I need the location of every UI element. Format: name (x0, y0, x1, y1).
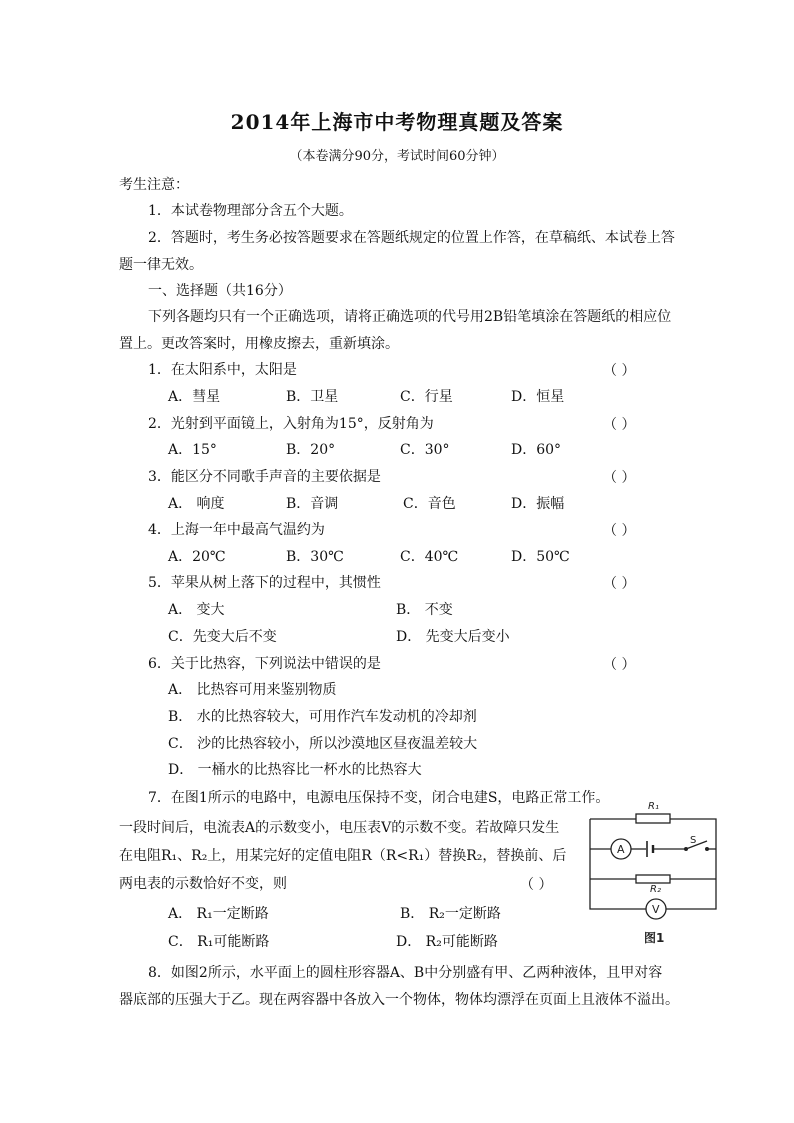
figure1-caption: 图1 (644, 931, 665, 945)
q6-option-a: A． 比热容可用来鉴别物质 (168, 682, 337, 698)
q1-option-a: A．彗星 (168, 389, 221, 405)
figure1-r1-label: R₁ (648, 801, 659, 812)
q5-option-d: D． 先变大后变小 (396, 629, 510, 645)
q1-option-c: C．行星 (400, 389, 453, 405)
q4-stem: 4．上海一年中最高气温约为 (148, 522, 325, 538)
q5-option-b: B． 不变 (396, 602, 453, 618)
q5-option-c: C．先变大后不变 (168, 629, 277, 645)
figure1-switch-label: S (690, 835, 697, 846)
q4-option-a: A．20℃ (168, 549, 226, 565)
q7-option-d: D． R₂可能断路 (396, 934, 498, 950)
q7-stem-line1: 7．在图1所示的电路中，电源电压保持不变，闭合电建S，电路正常工作。 (148, 790, 610, 806)
q8-stem-line1: 8．如图2所示，水平面上的圆柱形容器A、B中分别盛有甲、乙两种液体，且甲对容 (148, 965, 663, 981)
notice-item-1: 1．本试卷物理部分含五个大题。 (148, 203, 353, 219)
q5-answer-paren: （ ） (603, 576, 636, 592)
notice-heading: 考生注意： (119, 177, 189, 193)
q6-stem: 6．关于比热容，下列说法中错误的是 (148, 656, 381, 672)
q8-stem-line2: 器底部的压强大于乙。现在两容器中各放入一个物体，物体均漂浮在页面上且液体不溢出。 (119, 992, 679, 1008)
q3-option-b: B．音调 (286, 496, 339, 512)
q2-option-a: A．15° (168, 442, 217, 458)
q4-option-d: D．50℃ (511, 549, 570, 565)
q3-answer-paren: （ ） (603, 470, 636, 486)
q1-stem: 1．在太阳系中，太阳是 (148, 362, 297, 378)
section1-heading: 一、选择题（共16分） (148, 283, 292, 299)
q3-option-d: D．振幅 (511, 496, 565, 512)
q5-option-a: A． 变大 (168, 602, 225, 618)
q7-option-b: B． R₂一定断路 (400, 906, 501, 922)
q2-answer-paren: （ ） (603, 417, 636, 433)
figure1-voltmeter-label: V (652, 903, 660, 916)
q7-option-a: A． R₁一定断路 (168, 906, 269, 922)
page-subtitle: （本卷满分90分，考试时间60分钟） (289, 149, 505, 164)
q4-option-b: B．30℃ (286, 549, 344, 565)
section1-instruction-line1: 下列各题均只有一个正确选项，请将正确选项的代号用2B铅笔填涂在答题纸的相应位 (148, 309, 672, 325)
q4-option-c: C．40℃ (400, 549, 459, 565)
q7-stem-line2: 一段时间后，电流表A的示数变小，电压表V的示数不变。若故障只发生 (119, 820, 560, 836)
q1-answer-paren: （ ） (603, 363, 636, 379)
q3-stem: 3．能区分不同歌手声音的主要依据是 (148, 469, 381, 485)
q6-option-c: C． 沙的比热容较小，所以沙漠地区昼夜温差较大 (168, 736, 478, 752)
q2-option-b: B．20° (286, 442, 336, 458)
page-title: 2014年上海市中考物理真题及答案 (230, 110, 564, 134)
q7-stem-line3: 在电阻R₁、R₂上，用某完好的定值电阻R（R<R₁）替换R₂，替换前、后 (119, 848, 567, 864)
q1-option-b: B．卫星 (286, 389, 339, 405)
notice-item-2-line1: 2．答题时，考生务必按答题要求在答题纸规定的位置上作答，在草稿纸、本试卷上答 (148, 230, 675, 246)
notice-item-2-line2: 题一律无效。 (119, 257, 203, 273)
q2-option-d: D．60° (511, 442, 562, 458)
section1-instruction-line2: 置上。更改答案时，用橡皮擦去，重新填涂。 (119, 336, 399, 352)
figure1-ammeter-label: A (617, 843, 625, 856)
q6-option-b: B． 水的比热容较大，可用作汽车发动机的冷却剂 (168, 709, 477, 725)
q3-option-c: C．音色 (403, 496, 456, 512)
q2-option-c: C．30° (400, 442, 450, 458)
q1-option-d: D．恒星 (511, 389, 565, 405)
q7-stem-line4: 两电表的示数恰好不变，则 (119, 876, 287, 892)
q2-stem: 2．光射到平面镜上，入射角为15°，反射角为 (148, 416, 434, 432)
q7-answer-paren: （ ） (520, 877, 553, 893)
q6-answer-paren: （ ） (603, 657, 636, 673)
q6-option-d: D． 一桶水的比热容比一杯水的比热容大 (168, 762, 422, 778)
figure1-r2-label: R₂ (650, 884, 661, 895)
q4-answer-paren: （ ） (603, 523, 636, 539)
q5-stem: 5．苹果从树上落下的过程中，其惯性 (148, 575, 381, 591)
q3-option-a: A． 响度 (168, 496, 225, 512)
q7-option-c: C． R₁可能断路 (168, 934, 270, 950)
figure1-circuit-diagram (584, 796, 724, 948)
